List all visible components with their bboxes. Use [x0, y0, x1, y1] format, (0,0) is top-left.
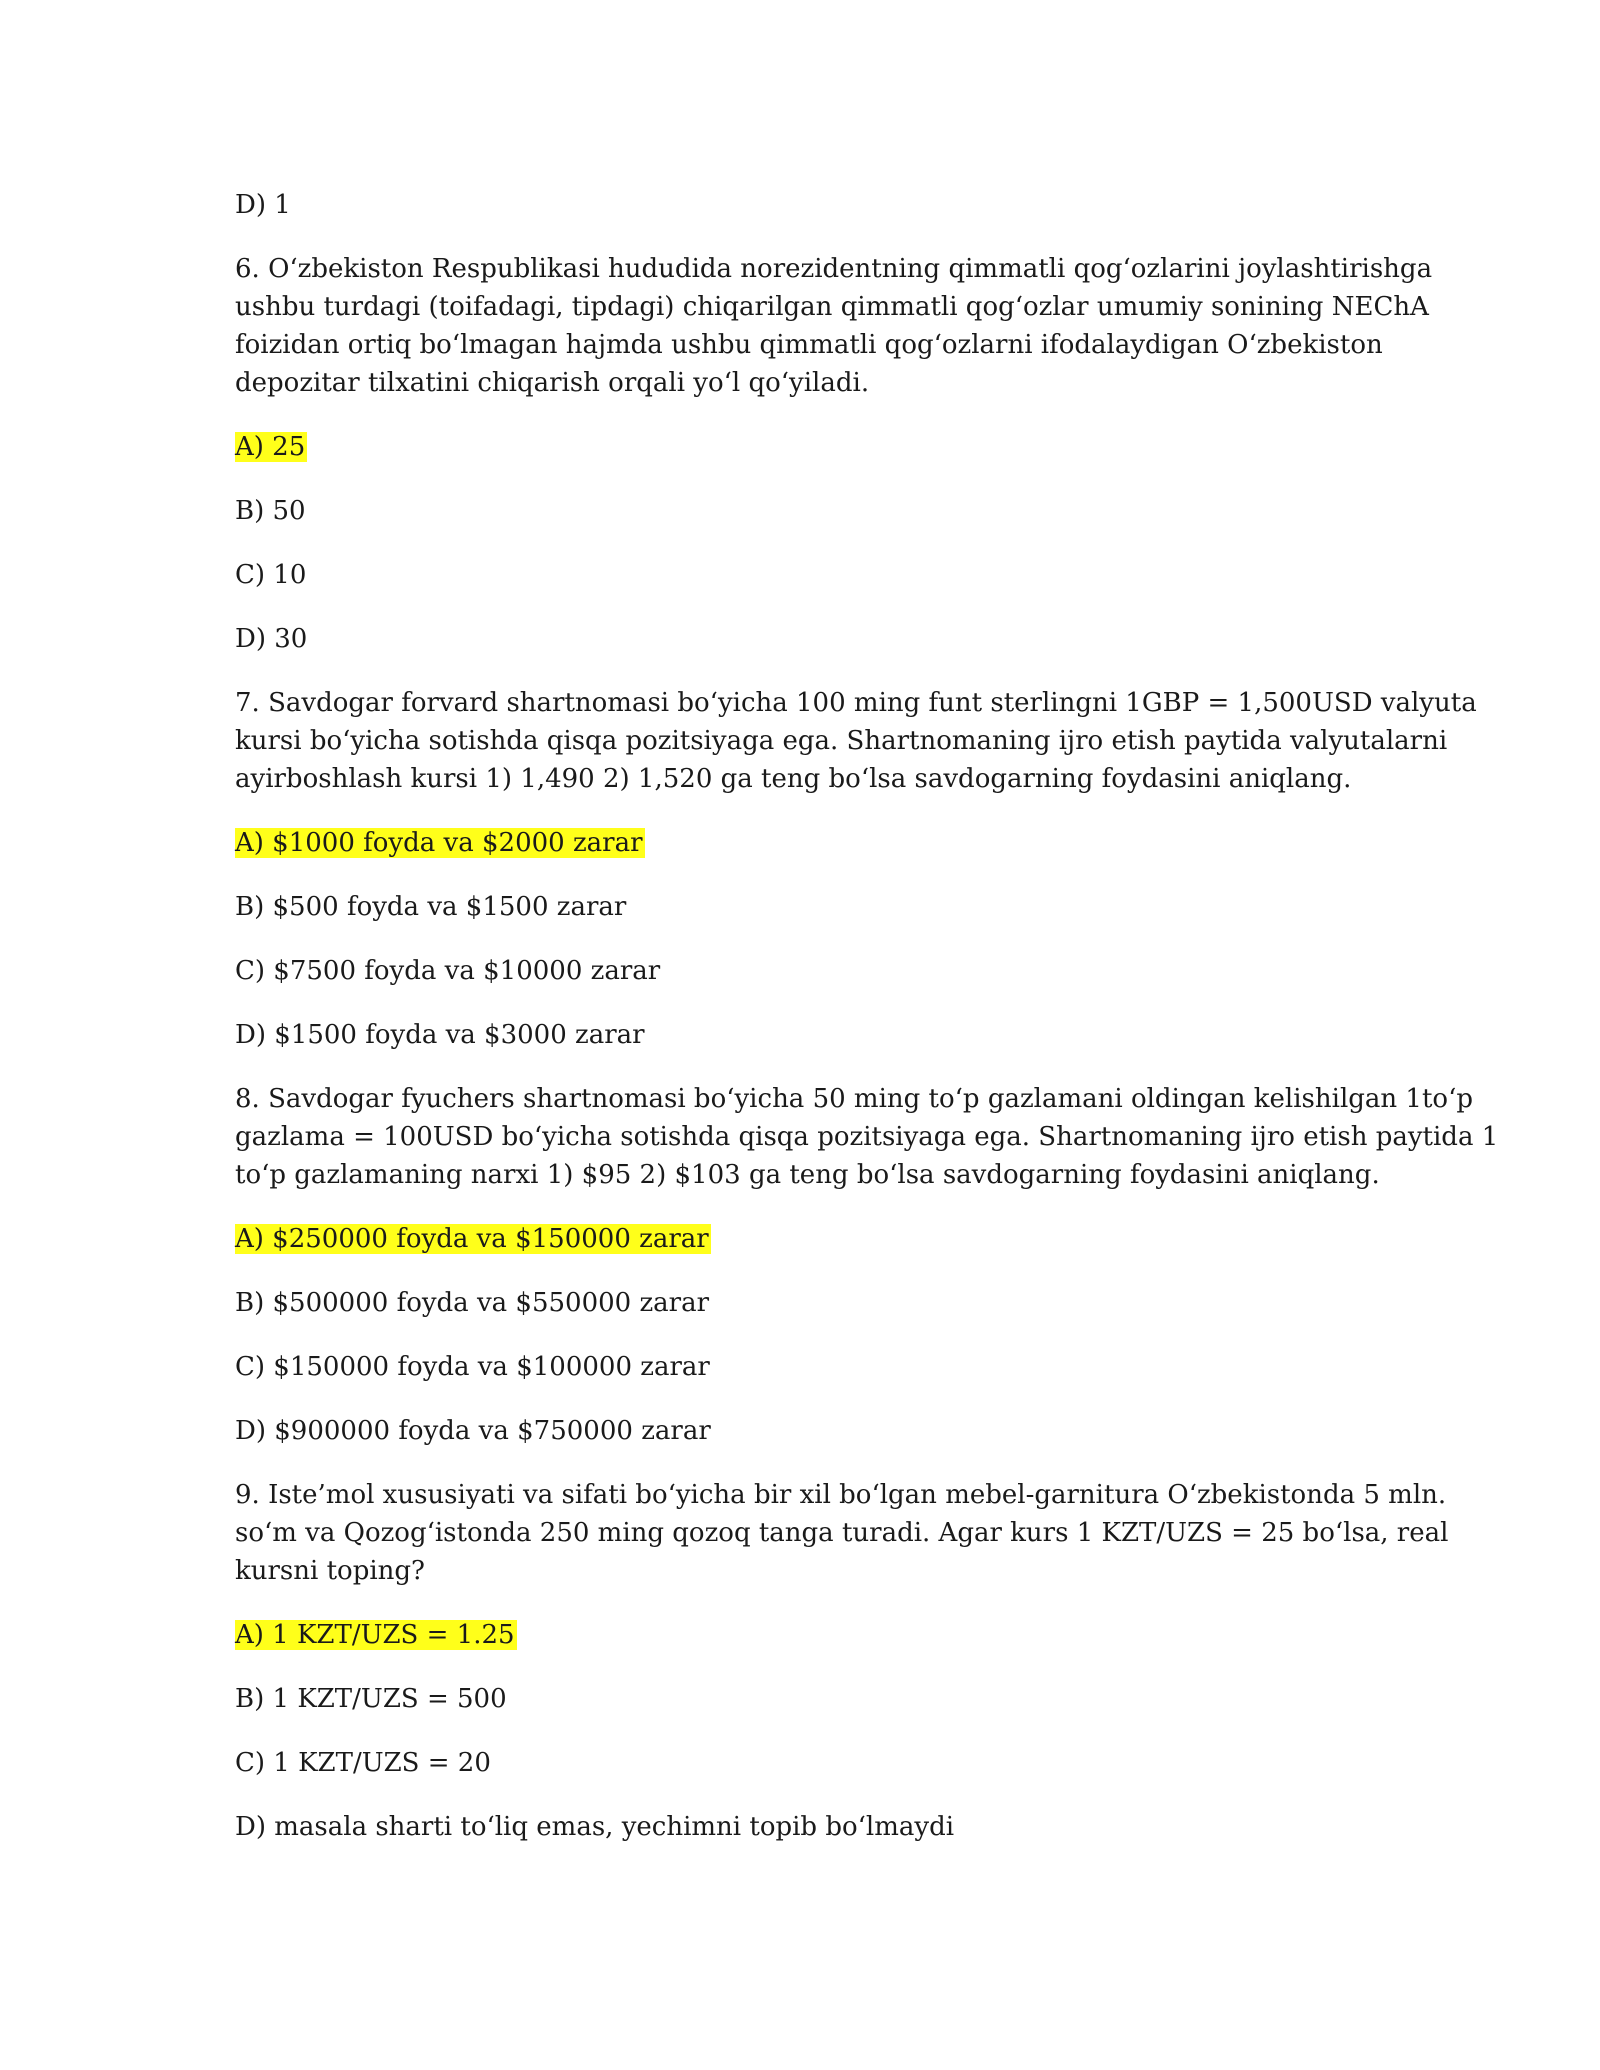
- question-7: [235, 684, 1477, 798]
- question-line: to‘p gazlamaning narxi 1) $95 2) $103 ga teng bo‘lsa savdogarning foydasini aniqlang.: [235, 1160, 1380, 1190]
- question-line: gazlama = 100USD bo‘yicha sotishda qisqa pozitsiyaga ega. Shartnomaning ijro etish paytida 1: [235, 1122, 1499, 1152]
- question-6: [235, 250, 1433, 402]
- option-c: C) 1 KZT/UZS = 20: [235, 1748, 491, 1778]
- option-c: C) $150000 foyda va $100000 zarar: [235, 1352, 710, 1382]
- question-line: so‘m va Qozog‘istonda 250 ming qozoq tanga turadi. Agar kurs 1 KZT/UZS = 25 bo‘lsa, real: [235, 1518, 1449, 1548]
- option-d: D) $900000 foyda va $750000 zarar: [235, 1416, 711, 1446]
- question-line: ushbu turdagi (toifadagi, tipdagi) chiqarilgan qimmatli qog‘ozlar umumiy sonining NEChA: [235, 292, 1429, 322]
- answer-highlight: A) 1 KZT/UZS = 1.25: [235, 1620, 515, 1650]
- answer-highlight: A) $1000 foyda va $2000 zarar: [235, 828, 643, 858]
- option-b: B) 50: [235, 496, 306, 526]
- question-line: foizidan ortiq bo‘lmagan hajmda ushbu qimmatli qog‘ozlarni ifodalaydigan O‘zbekiston: [235, 330, 1383, 360]
- option-a-correct: [235, 1220, 1365, 1258]
- question-line: 8. Savdogar fyuchers shartnomasi bo‘yicha 50 ming to‘p gazlamani oldingan kelishilgan 1to‘p: [235, 1084, 1473, 1114]
- option-b: B) $500000 foyda va $550000 zarar: [235, 1288, 710, 1318]
- question-line: 9. Iste’mol xususiyati va sifati bo‘yicha bir xil bo‘lgan mebel-garnitura O‘zbekistonda 5 mln.: [235, 1480, 1447, 1510]
- option-b: B) 1 KZT/UZS = 500: [235, 1684, 507, 1714]
- option-a-correct: [235, 824, 1365, 862]
- question-line: kursi bo‘yicha sotishda qisqa pozitsiyaga ega. Shartnomaning ijro etish paytida valyutalarni: [235, 726, 1448, 756]
- option-d: D) 1: [235, 190, 291, 220]
- question-9: [235, 1476, 1449, 1590]
- option-c: C) 10: [235, 560, 307, 590]
- question-8: [235, 1080, 1499, 1194]
- option-d: D) $1500 foyda va $3000 zarar: [235, 1020, 645, 1050]
- question-line: ayirboshlash kursi 1) 1,490 2) 1,520 ga teng bo‘lsa savdogarning foydasini aniqlang.: [235, 764, 1352, 794]
- question-line: kursni toping?: [235, 1556, 425, 1586]
- option-a-correct: [235, 428, 1365, 466]
- answer-highlight: A) $250000 foyda va $150000 zarar: [235, 1224, 709, 1254]
- document-page: [235, 186, 1499, 1846]
- option-b: B) $500 foyda va $1500 zarar: [235, 892, 627, 922]
- question-line: 7. Savdogar forvard shartnomasi bo‘yicha 100 ming funt sterlingni 1GBP = 1,500USD valyuta: [235, 688, 1477, 718]
- question-line: 6. O‘zbekiston Respublikasi hududida norezidentning qimmatli qog‘ozlarini joylashtirishga: [235, 254, 1433, 284]
- option-d: D) 30: [235, 624, 308, 654]
- question-line: depozitar tilxatini chiqarish orqali yo‘l qo‘yiladi.: [235, 368, 870, 398]
- option-c: C) $7500 foyda va $10000 zarar: [235, 956, 661, 986]
- option-a-correct: [235, 1616, 1365, 1654]
- answer-highlight: A) 25: [235, 432, 306, 462]
- option-d: D) masala sharti to‘liq emas, yechimni topib bo‘lmaydi: [235, 1812, 955, 1842]
